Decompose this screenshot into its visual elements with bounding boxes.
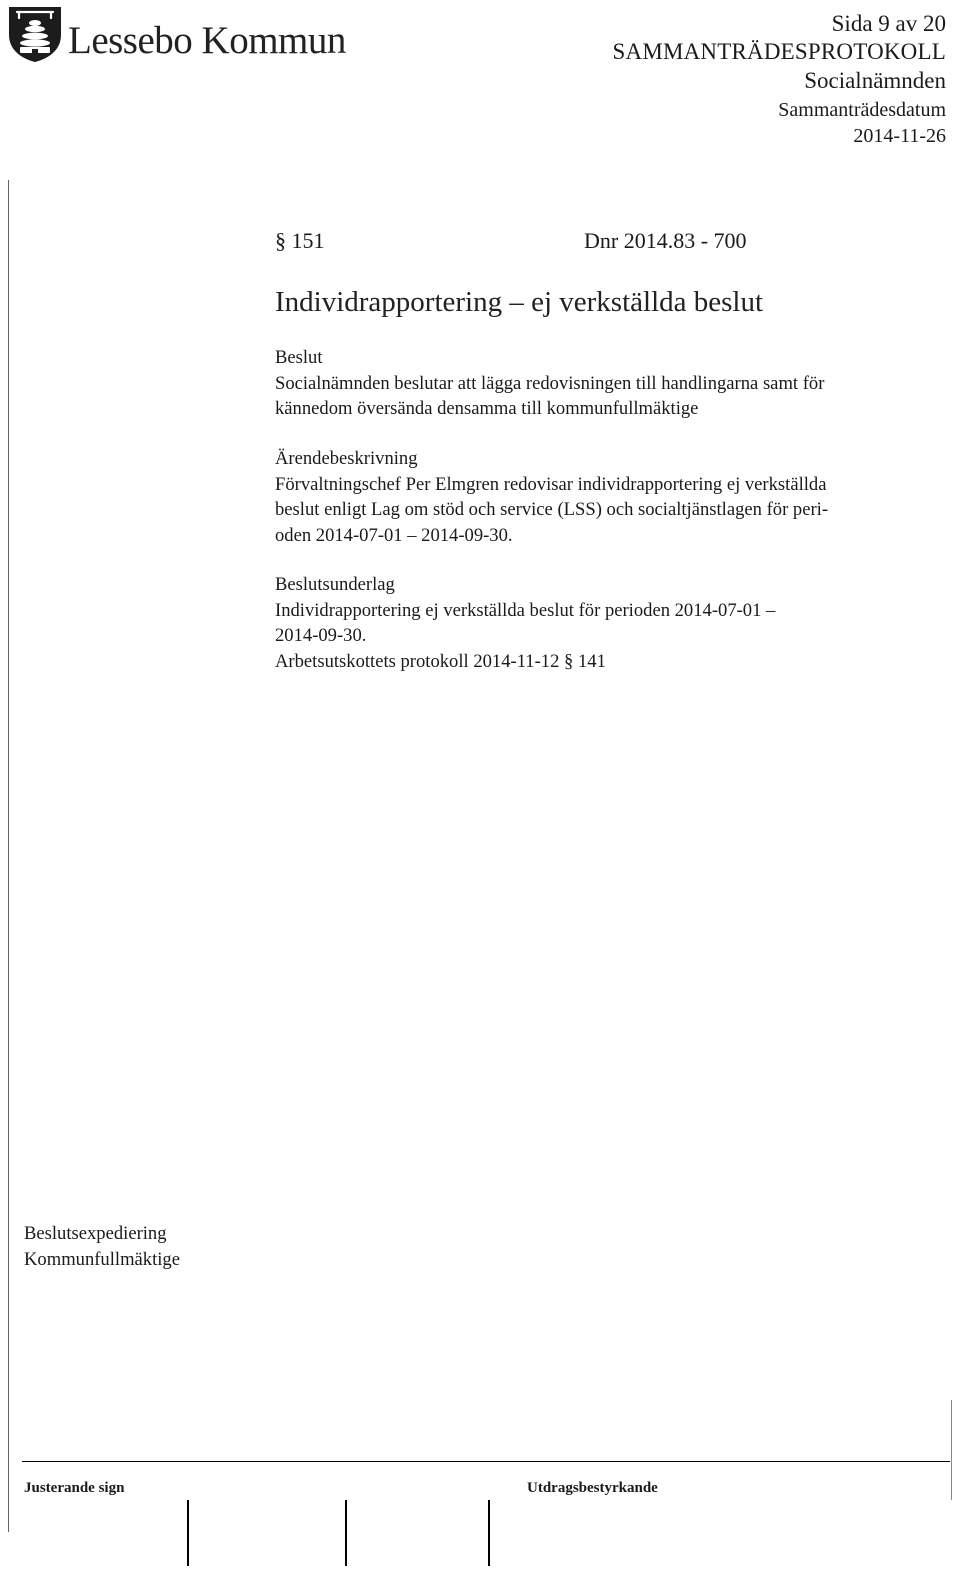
paragraph-number: § 151 [275,228,325,253]
case-description-heading: Ärendebeskrivning [275,448,418,469]
right-margin-line [951,1400,952,1500]
page-number: Sida 9 av 20 [831,11,946,36]
decision-line: Socialnämnden beslutar att lägga redovisningen till handlingarna samt för [275,372,825,394]
decision-line: kännedom översända densamma till kommunfullmäktige [275,398,699,419]
left-margin-line [8,180,9,1532]
distribution-block [24,1221,180,1272]
case-description-line: beslut enligt Lag om stöd och service (LSS) och socialtjänstlagen för peri- [275,499,829,520]
decision-basis-block [275,572,775,674]
case-description-block [275,446,828,548]
distribution-heading: Beslutsexpediering [24,1223,167,1244]
signature-box-divider [345,1500,347,1566]
case-description-line: Förvaltningschef Per Elmgren redovisar individrapportering ej verkställda [275,473,827,495]
decision-block [275,345,824,422]
signature-box-divider [187,1500,189,1566]
municipality-coat-of-arms-icon [7,5,63,63]
municipality-logo-text: Lessebo Kommun [68,19,346,62]
extract-certification-label: Utdragsbestyrkande [527,1480,658,1496]
meeting-date-label: Sammanträdesdatum [778,99,946,121]
item-title: Individrapportering – ej verkställda beslut [275,286,764,318]
meeting-date: 2014-11-26 [853,125,946,147]
case-description-line: oden 2014-07-01 – 2014-09-30. [275,524,513,546]
distribution-line: Kommunfullmäktige [24,1248,180,1270]
adjuster-signature-label: Justerande sign [24,1480,125,1496]
signature-box-divider [488,1500,490,1566]
decision-basis-line: Arbetsutskottets protokoll 2014-11-12 § 141 [275,650,606,672]
case-number: Dnr 2014.83 - 700 [584,228,747,253]
footer-rule [22,1461,950,1462]
decision-basis-heading: Beslutsunderlag [275,574,395,595]
decision-heading: Beslut [275,347,323,368]
decision-basis-line: Individrapportering ej verkställda beslut för perioden 2014-07-01 – [275,599,776,621]
document-type: SAMMANTRÄDESPROTOKOLL [612,39,946,64]
decision-basis-line: 2014-09-30. [275,625,367,646]
committee-name: Socialnämnden [804,68,946,93]
